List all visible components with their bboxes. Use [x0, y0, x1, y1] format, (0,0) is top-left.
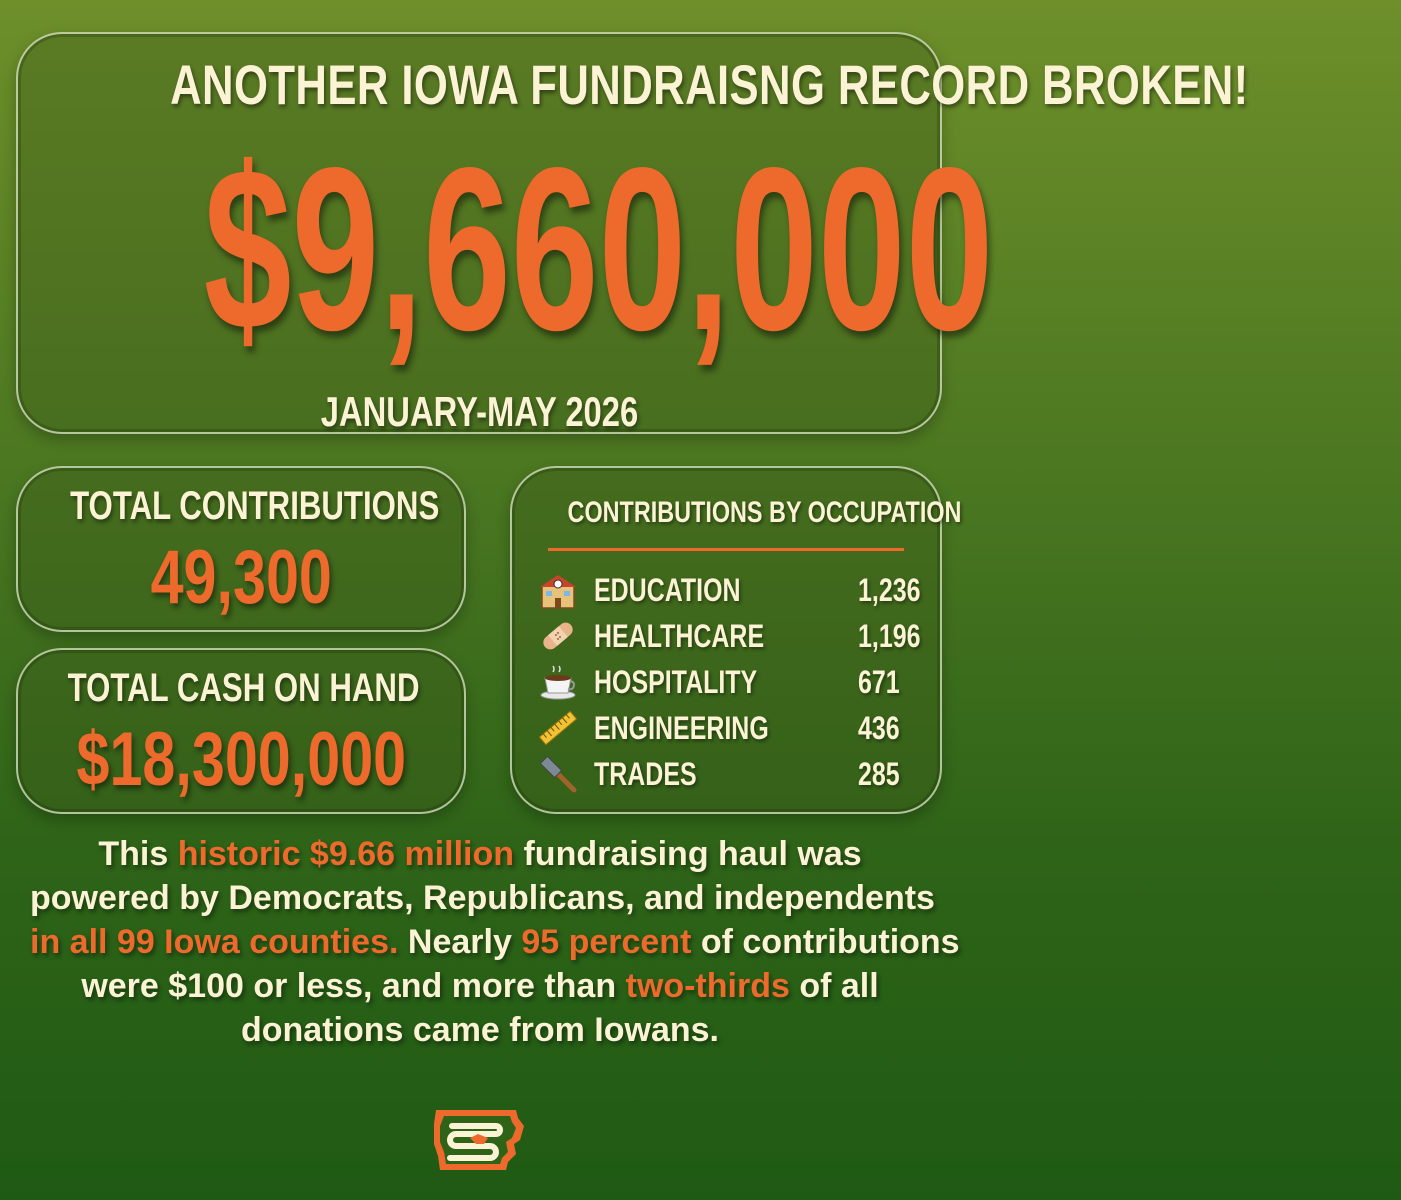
total-cash-value: $18,300,000 [76, 717, 406, 802]
occupation-count: 1,236 [858, 572, 921, 608]
occupation-name: ENGINEERING [594, 710, 769, 746]
occupation-row [536, 568, 920, 612]
hammer-icon [538, 754, 578, 794]
coffee-cup-icon [538, 662, 578, 702]
occupation-title: CONTRIBUTIONS BY OCCUPATION [567, 496, 962, 529]
highlight-text: historic $9.66 million [177, 835, 515, 873]
occupation-name: TRADES [594, 756, 697, 792]
highlight-text: two-thirds [625, 967, 790, 1005]
summary-line: in all 99 Iowa counties. Nearly 95 percent of contributions [30, 923, 960, 961]
occupation-row [536, 752, 920, 796]
total-contributions-label: TOTAL CONTRIBUTIONS [70, 484, 440, 528]
summary-line: donations came from Iowans. [241, 1011, 719, 1049]
occupation-count: 671 [858, 664, 900, 700]
period-label: JANUARY-MAY 2026 [320, 388, 638, 435]
headline: ANOTHER IOWA FUNDRAISNG RECORD BROKEN! [170, 53, 1249, 116]
hero-amount: $9,660,000 [203, 120, 994, 379]
iowa-handshake-logo [432, 1104, 528, 1174]
summary-paragraph [30, 832, 960, 1052]
occupation-count: 436 [858, 710, 900, 746]
hero-panel [16, 32, 1249, 435]
summary-line: were $100 or less, and more than two-thirds of all [81, 967, 879, 1005]
highlight-text: 95 percent [521, 923, 692, 961]
occupation-name: EDUCATION [594, 572, 741, 608]
bandage-icon [538, 616, 578, 656]
summary-line: This historic $9.66 million fundraising haul was [98, 835, 862, 873]
occupation-name: HOSPITALITY [594, 664, 758, 700]
occupation-row [536, 706, 920, 750]
total-contributions-value: 49,300 [150, 535, 332, 620]
highlight-text: in all 99 Iowa counties. [30, 923, 399, 961]
occupation-row [536, 660, 920, 704]
occupation-divider [548, 548, 904, 551]
occupation-panel [510, 466, 962, 814]
school-icon [538, 570, 578, 610]
total-contributions-panel [16, 466, 466, 632]
occupation-row [536, 614, 920, 658]
summary-line: powered by Democrats, Republicans, and independents [30, 879, 935, 917]
ruler-icon [538, 708, 578, 748]
total-cash-label: TOTAL CASH ON HAND [67, 666, 420, 710]
total-cash-panel [16, 648, 466, 814]
occupation-count: 285 [858, 756, 900, 792]
occupation-name: HEALTHCARE [594, 618, 765, 654]
occupation-count: 1,196 [858, 618, 921, 654]
